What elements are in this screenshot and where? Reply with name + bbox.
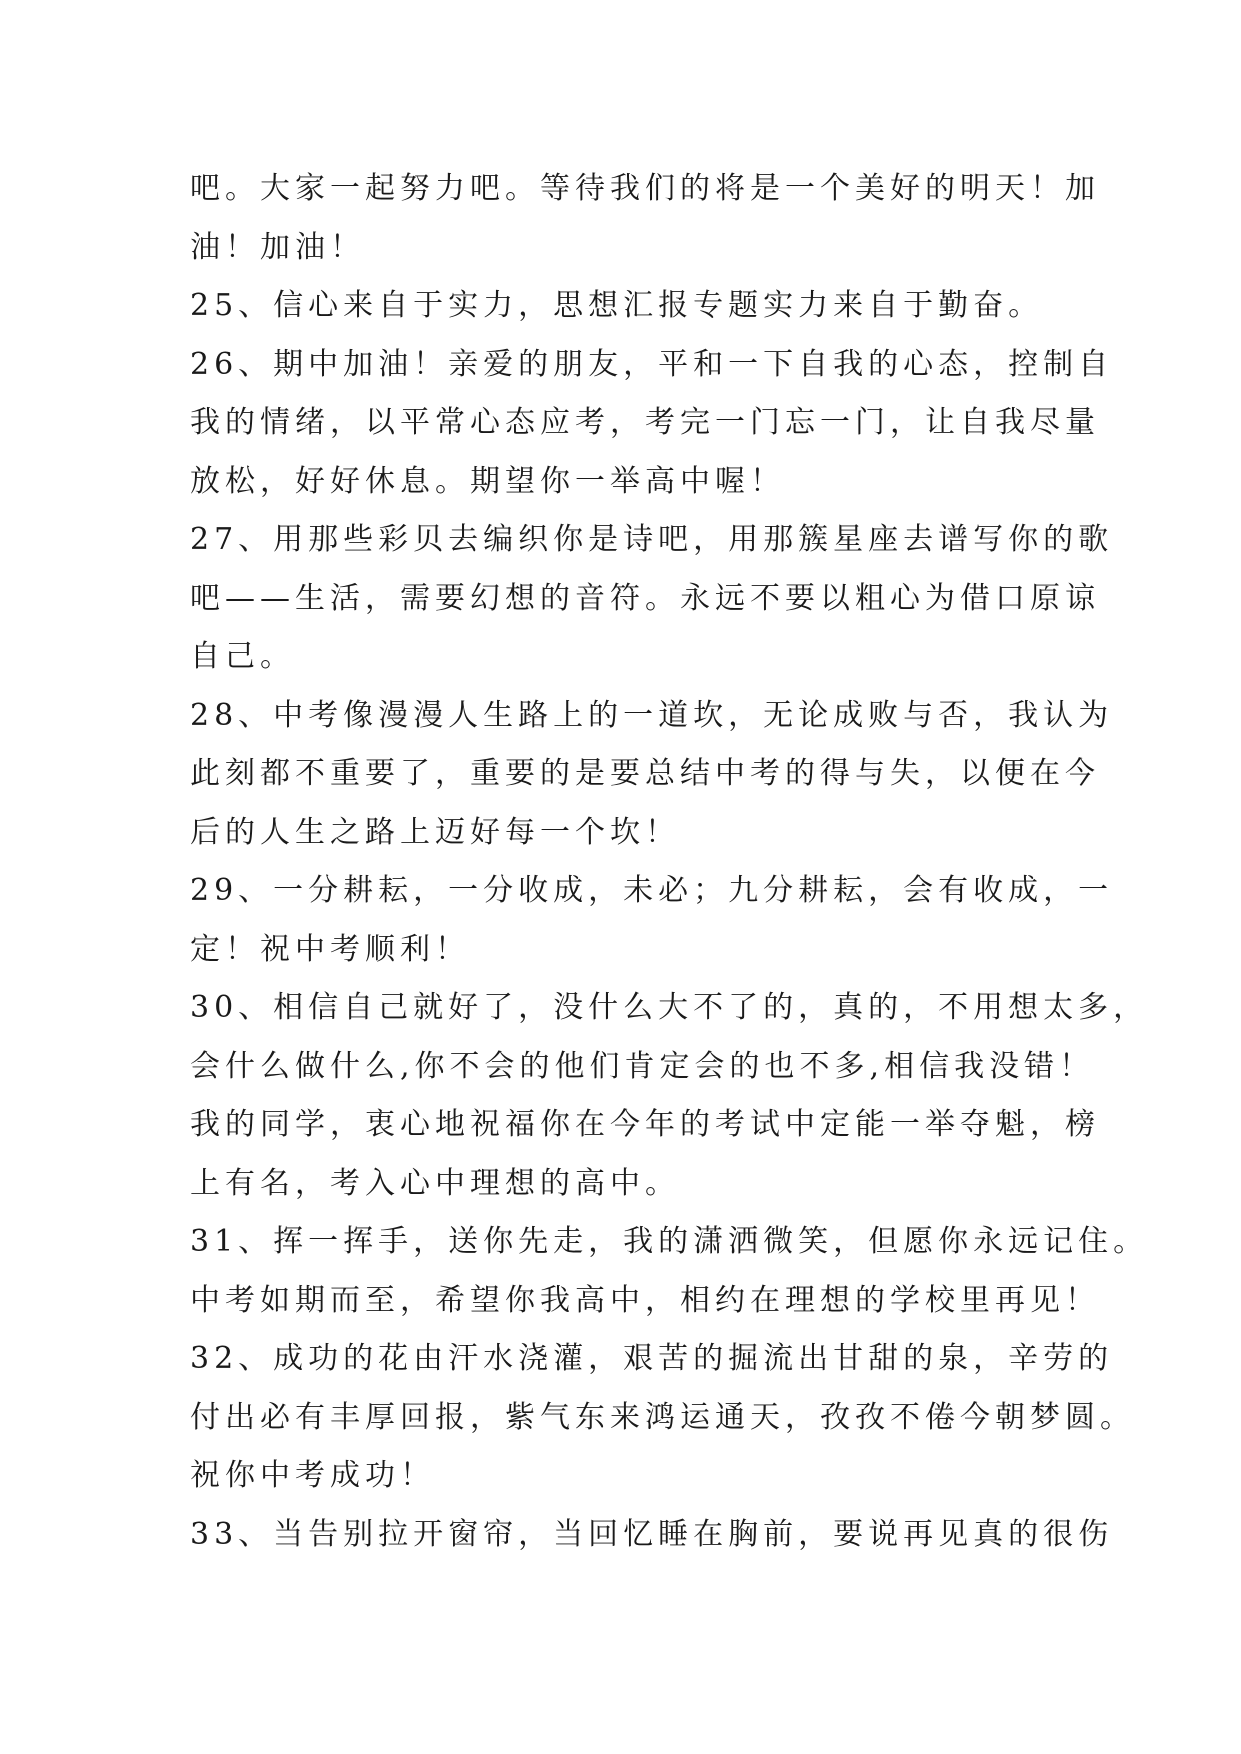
text-line: 26、期中加油！亲爱的朋友，平和一下自我的心态，控制自 bbox=[190, 346, 1114, 382]
text-line: 会什么做什么,你不会的他们肯定会的也不多,相信我没错！ bbox=[190, 1048, 1095, 1084]
text-line: 上有名，考入心中理想的高中。 bbox=[190, 1165, 680, 1201]
text-line: 31、挥一挥手，送你先走，我的潇洒微笑，但愿你永远记住。 bbox=[190, 1224, 1149, 1259]
text-line: 25、信心来自于实力，思想汇报专题实力来自于勤奋。 bbox=[190, 288, 1044, 323]
text-line: 29、一分耕耘，一分收成，未必；九分耕耘，会有收成，一 bbox=[190, 873, 1114, 908]
text-line: 27、用那些彩贝去编织你是诗吧，用那簇星座去谱写你的歌 bbox=[190, 522, 1114, 557]
text-line: 28、中考像漫漫人生路上的一道坎，无论成败与否，我认为 bbox=[190, 697, 1114, 733]
text-line: 吧。大家一起努力吧。等待我们的将是一个美好的明天！加 bbox=[190, 171, 1100, 206]
text-line: 自己。 bbox=[190, 639, 295, 674]
text-line: 此刻都不重要了，重要的是要总结中考的得与失，以便在今 bbox=[190, 756, 1100, 791]
text-line: 我的同学，衷心地祝福你在今年的考试中定能一举夺魁，榜 bbox=[190, 1107, 1100, 1142]
text-line: 油！加油！ bbox=[190, 229, 365, 265]
text-line: 中考如期而至，希望你我高中，相约在理想的学校里再见！ bbox=[190, 1282, 1100, 1318]
text-line: 付出必有丰厚回报，紫气东来鸿运通天，孜孜不倦今朝梦圆。 bbox=[190, 1399, 1135, 1435]
text-line: 33、当告别拉开窗帘，当回忆睡在胸前，要说再见真的很伤 bbox=[190, 1516, 1114, 1552]
text-line: 放松，好好休息。期望你一举高中喔！ bbox=[190, 463, 785, 499]
text-line: 30、相信自己就好了，没什么大不了的，真的，不用想太多， bbox=[190, 990, 1149, 1025]
text-line: 吧——生活，需要幻想的音符。永远不要以粗心为借口原谅 bbox=[190, 580, 1100, 616]
text-line: 祝你中考成功！ bbox=[190, 1458, 435, 1493]
document-body bbox=[190, 160, 1149, 1564]
text-line: 后的人生之路上迈好每一个坎！ bbox=[190, 814, 680, 850]
text-line: 我的情绪，以平常心态应考，考完一门忘一门，让自我尽量 bbox=[190, 405, 1100, 440]
text-line: 定！祝中考顺利！ bbox=[190, 931, 470, 967]
text-line: 32、成功的花由汗水浇灌，艰苦的掘流出甘甜的泉，辛劳的 bbox=[190, 1341, 1114, 1376]
